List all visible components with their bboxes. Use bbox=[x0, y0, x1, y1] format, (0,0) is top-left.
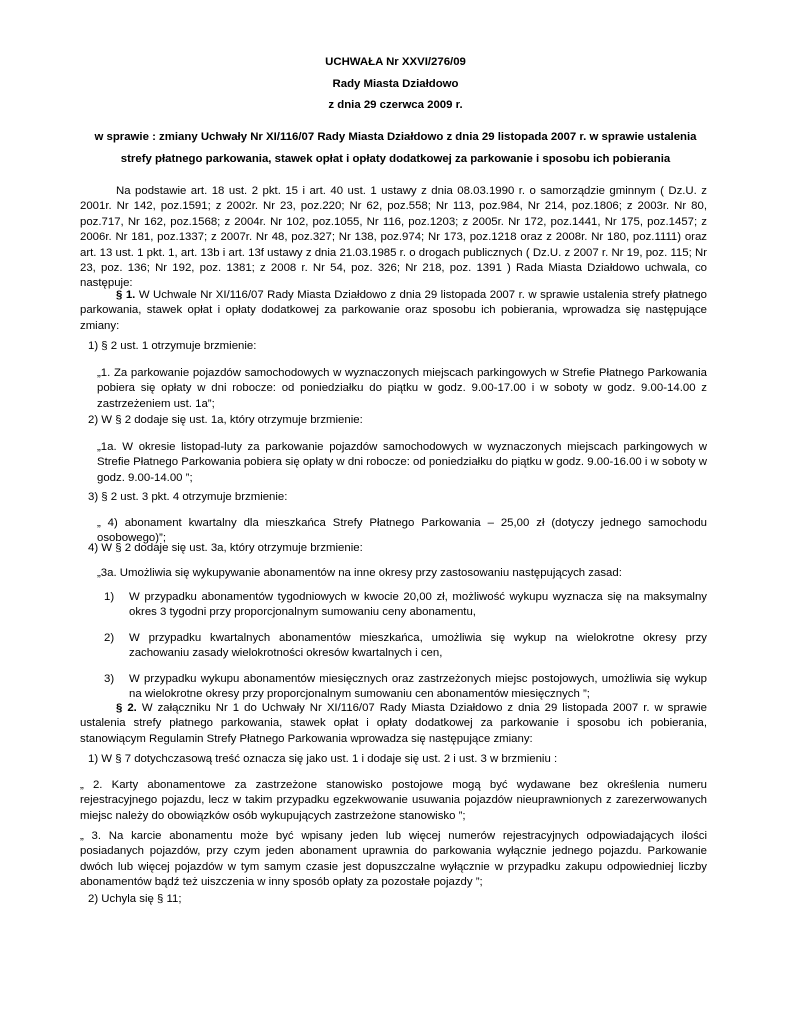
list-item-text: W przypadku kwartalnych abonamentów mieszkańca, umożliwia się wykup na wielokrotne okresy przy zachowaniu zasady wielokrotności okresów kwartalnych i cen, bbox=[129, 631, 707, 660]
section-1-mark: § 1. bbox=[116, 289, 136, 301]
section-1-intro bbox=[80, 288, 707, 334]
s1-item-4: 4) W § 2 dodaje się ust. 3a, który otrzymuje brzmienie: bbox=[88, 542, 363, 554]
resolution-subject bbox=[80, 127, 711, 170]
section-2-text: W załączniku Nr 1 do Uchwały Nr XI/116/07 Rady Miasta Działdowo z dnia 29 listopada 2007 r. w sprawie ustalenia strefy płatnego parkowania, stawek opłat i opłaty dodatkowej za parkowanie i sposobu ich pobierania, stanowiącym Regulamin Strefy Płatnego Parkowania wprowadza się następujące zmiany: bbox=[80, 702, 708, 745]
subject-line-1: w sprawie : zmiany Uchwały Nr XI/116/07 Rady Miasta Działdowo z dnia 29 listopada 2007 r. w sprawie ustalenia bbox=[94, 131, 697, 143]
list-item-number: 1) bbox=[104, 591, 115, 603]
list-item-text: W przypadku abonamentów tygodniowych w kwocie 20,00 zł, możliwość wykupu wyznacza się na maksymalny okres 3 tygodni przy proporcjonalnym sumowaniu ceny abonamentu, bbox=[129, 591, 707, 619]
list-item-number: 2) bbox=[104, 631, 115, 644]
s2-quote-2: „ 3. Na karcie abonamentu może być wpisany jeden lub więcej numerów rejestracyjnych odpowiadających ilości posiadanych pojazdów, przy czym jeden abonament uprawnia do parkowania wyłącznie jednego pojazdu. Parkowanie dwóch lub więcej pojazdów w tym samym czasie jest dopuszczalne wyłącznie w przypadku zakupu odpowiedniej liczby abonamentów bądź też uiszczenia w inny sposób opłaty za pozostałe pojazdy ”; bbox=[80, 830, 707, 889]
s1-item-2: 2) W § 2 dodaje się ust. 1a, który otrzymuje brzmienie: bbox=[88, 414, 363, 426]
list-item bbox=[104, 672, 707, 703]
resolution-header bbox=[0, 52, 791, 117]
list-item bbox=[104, 631, 707, 662]
s2-item-1: 1) W § 7 dotychczasową treść oznacza się jako ust. 1 i dodaje się ust. 2 i ust. 3 w brzmieniu : bbox=[88, 753, 558, 765]
preamble: Na podstawie art. 18 ust. 2 pkt. 15 i art. 40 ust. 1 ustawy z dnia 08.03.1990 r. o samorządzie gminnym ( Dz.U. z 2001r. Nr 142, poz.1591; z 2002r. Nr 23, poz.220; Nr 62, poz.558; Nr 113, poz.984, Nr 214, poz.1806; z 2003r. Nr 80, poz.717, Nr 162, poz.1568; z 2004r. Nr 102, poz.1055, Nr 116, poz.1203; z 2005r. Nr 172, poz.1441, Nr 175, poz.1457; z 2006r. Nr 181, poz.1337; z 2007r. Nr 48, poz.327; Nr 138, poz.974; Nr 173, poz.1218 oraz z 2008r. Nr 180, poz.1111) oraz art. 13 ust. 1 pkt. 1, art. 13b i art. 13f ustawy z dnia 21.03.1985 r. o drogach publicznych ( Dz.U. z 2007 r. Nr 19, poz. 115; Nr 23, poz. 136; Nr 192, poz. 1381; z 2008 r. Nr 54, poz. 326; Nr 218, poz. 1391 ) Rada Miasta Działdowo uchwala, co następuje: bbox=[80, 185, 707, 290]
s2-item-2: 2) Uchyla się § 11; bbox=[88, 893, 182, 905]
s2-quote-1: „ 2. Karty abonamentowe za zastrzeżone stanowisko postojowe mogą być wydawane bez określenia numeru rejestracyjnego pojazdu, lecz w takim przypadku egzekwowanie usuwania pojazdów nieuprawnionych z zarezerwowanych miejsc należy do obowiązków osób wykupujących zastrzeżone stanowisko ”; bbox=[80, 779, 707, 822]
s1-quote-3: „ 4) abonament kwartalny dla mieszkańca Strefy Płatnego Parkowania – 25,00 zł (dotyczy jednego samochodu osobowego)”; bbox=[97, 517, 707, 545]
resolution-date: z dnia 29 czerwca 2009 r. bbox=[328, 99, 463, 111]
list-item-number: 3) bbox=[104, 672, 115, 685]
s1-rules-list bbox=[104, 590, 707, 702]
list-item-text: W przypadku wykupu abonamentów miesięcznych oraz zastrzeżonych miejsc postojowych, umożliwia się wykup na wielokrotne okresy przy proporcjonalnym sumowaniu cen abonamentów miesięcznych ”; bbox=[129, 672, 707, 701]
section-2-intro bbox=[80, 701, 707, 747]
s1-quote-2: „1a. W okresie listopad-luty za parkowanie pojazdów samochodowych w wyznaczonych miejscach parkingowych w Strefie Płatnego Parkowania pobiera się opłaty w dni robocze: od poniedziałku do piątku w godz. 9.00-16.00 i w soboty w godz. 9.00-14.00 ”; bbox=[97, 441, 707, 484]
s1-item-1: 1) § 2 ust. 1 otrzymuje brzmienie: bbox=[88, 340, 257, 352]
list-item bbox=[104, 590, 707, 621]
section-2-mark: § 2. bbox=[116, 702, 137, 714]
resolution-council: Rady Miasta Działdowo bbox=[332, 77, 459, 90]
subject-line-2: strefy płatnego parkowania, stawek opłat i opłaty dodatkowej za parkowanie i sposobu ich pobierania bbox=[120, 152, 671, 165]
resolution-number: UCHWAŁA Nr XXVI/276/09 bbox=[325, 56, 466, 68]
section-1-text: W Uchwale Nr XI/116/07 Rady Miasta Działdowo z dnia 29 listopada 2007 r. w sprawie ustalenia strefy płatnego parkowania, stawek opłat i opłaty dodatkowej za parkowanie oraz sposobu ich pobierania, wprowadza się następujące zmiany: bbox=[80, 289, 707, 332]
s1-quote-4: „3a. Umożliwia się wykupywanie abonamentów na inne okresy przy zastosowaniu następujących zasad: bbox=[97, 567, 622, 579]
s1-quote-1: „1. Za parkowanie pojazdów samochodowych w wyznaczonych miejscach parkingowych w Strefie Płatnego Parkowania pobiera się opłaty w dni robocze: od poniedziałku do piątku w godz. 9.00-17.00 i w soboty w godz. 9.00-14.00 z zastrzeżeniem ust. 1a”; bbox=[97, 367, 707, 410]
s1-item-3: 3) § 2 ust. 3 pkt. 4 otrzymuje brzmienie: bbox=[88, 491, 288, 503]
